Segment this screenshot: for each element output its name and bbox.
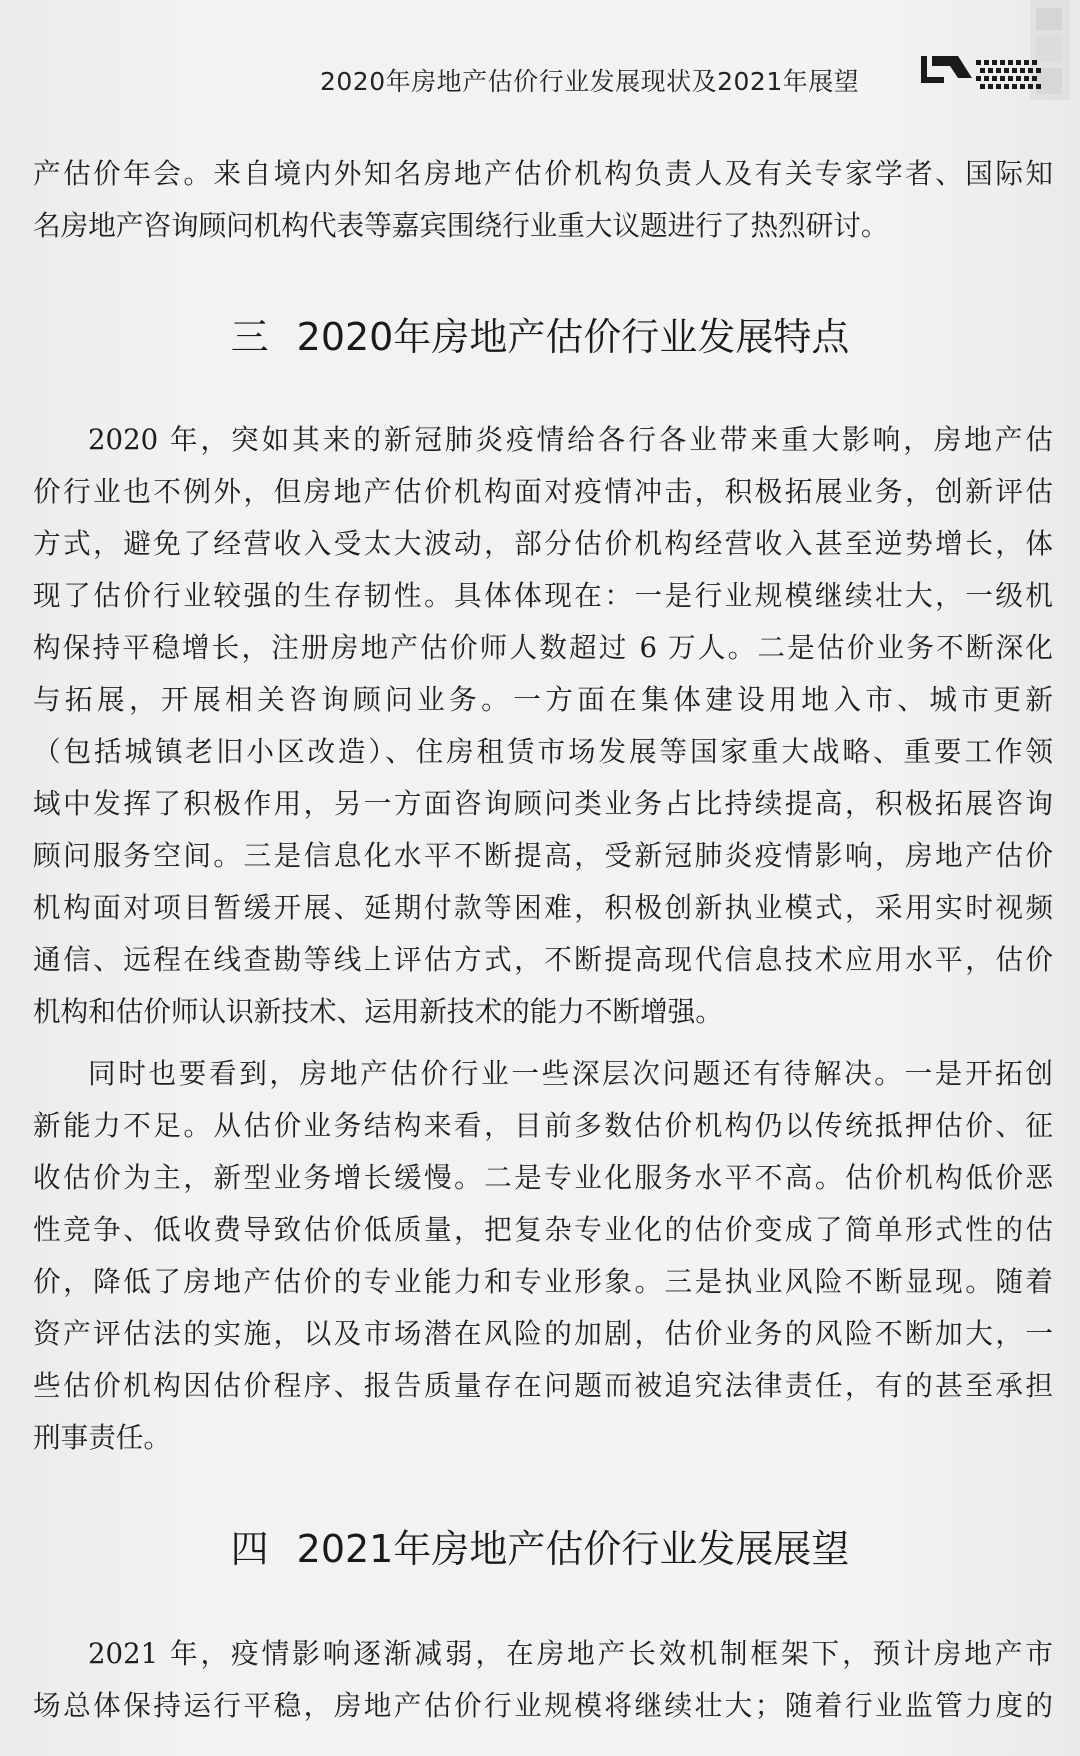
text-line: 性竞争、低收费导致估价低质量，把复杂专业化的估价变成了简单形式性的估: [33, 1213, 1053, 1246]
text-line: 价行业也不例外，但房地产估价机构面对疫情冲击，积极拓展业务，创新评估: [33, 475, 1053, 508]
text-line: 场总体保持运行平稳，房地产估价行业规模将继续壮大；随着行业监管力度的: [33, 1689, 1053, 1722]
text-line: 机构面对项目暂缓开展、延期付款等困难，积极创新执业模式，采用实时视频: [33, 891, 1053, 924]
text-line: 资产评估法的实施，以及市场潜在风险的加剧，估价业务的风险不断加大，一: [33, 1317, 1053, 1350]
text-line: 方式，避免了经营收入受太大波动，部分估价机构经营收入甚至逆势增长，体: [33, 527, 1053, 560]
text-line: 2021 年，疫情影响逐渐减弱，在房地产长效机制框架下，预计房地产市: [88, 1637, 1053, 1670]
text-line: 产估价年会。来自境内外知名房地产估价机构负责人及有关专家学者、国际知: [33, 157, 1053, 190]
text-line: 刑事责任。: [33, 1421, 171, 1454]
text-line: 与拓展，开展相关咨询顾问业务。一方面在集体建设用地入市、城市更新: [33, 683, 1053, 716]
text-line: 同时也要看到，房地产估价行业一些深层次问题还有待解决。一是开拓创: [88, 1057, 1053, 1090]
text-line: 通信、远程在线查勘等线上评估方式，不断提高现代信息技术应用水平，估价: [33, 943, 1053, 976]
text-line: 机构和估价师认识新技术、运用新技术的能力不断增强。: [33, 995, 723, 1028]
text-line: 名房地产咨询顾问机构代表等嘉宾围绕行业重大议题进行了热烈研讨。: [33, 209, 889, 242]
section-title: 2020年房地产估价行业发展特点: [296, 315, 850, 359]
section-number: 三: [230, 315, 269, 359]
section-heading-4: [0, 1518, 1080, 1573]
running-header: 2020年房地产估价行业发展现状及2021年展望: [320, 67, 860, 96]
text-line: 现了估价行业较强的生存韧性。具体体现在：一是行业规模继续壮大，一级机: [33, 579, 1053, 612]
text-line: 价，降低了房地产估价的专业能力和专业形象。三是执业风险不断显现。随着: [33, 1265, 1053, 1298]
text-line: 收估价为主，新型业务增长缓慢。二是专业化服务水平不高。估价机构低价恶: [33, 1161, 1053, 1194]
text-line: 些估价机构因估价程序、报告质量存在问题而被追究法律责任，有的甚至承担: [33, 1369, 1053, 1402]
text-line: 构保持平稳增长，注册房地产估价师人数超过 6 万人。二是估价业务不断深化: [33, 631, 1053, 664]
text-line: 新能力不足。从估价业务结构来看，目前多数估价机构仍以传统抵押估价、征: [33, 1109, 1053, 1142]
text-line: 2020 年，突如其来的新冠肺炎疫情给各行各业带来重大影响，房地产估: [88, 423, 1053, 456]
text-line: 域中发挥了积极作用，另一方面咨询顾问类业务占比持续提高，积极拓展咨询: [33, 787, 1053, 820]
section-heading-3: [0, 306, 1080, 361]
section-number: 四: [230, 1527, 269, 1571]
text-line: （包括城镇老旧小区改造）、住房租赁市场发展等国家重大战略、重要工作领: [33, 735, 1053, 768]
text-line: 顾问服务空间。三是信息化水平不断提高，受新冠肺炎疫情影响，房地产估价: [33, 839, 1053, 872]
section-title: 2021年房地产估价行业发展展望: [296, 1527, 850, 1571]
book-series-logo-icon: [918, 44, 1048, 104]
